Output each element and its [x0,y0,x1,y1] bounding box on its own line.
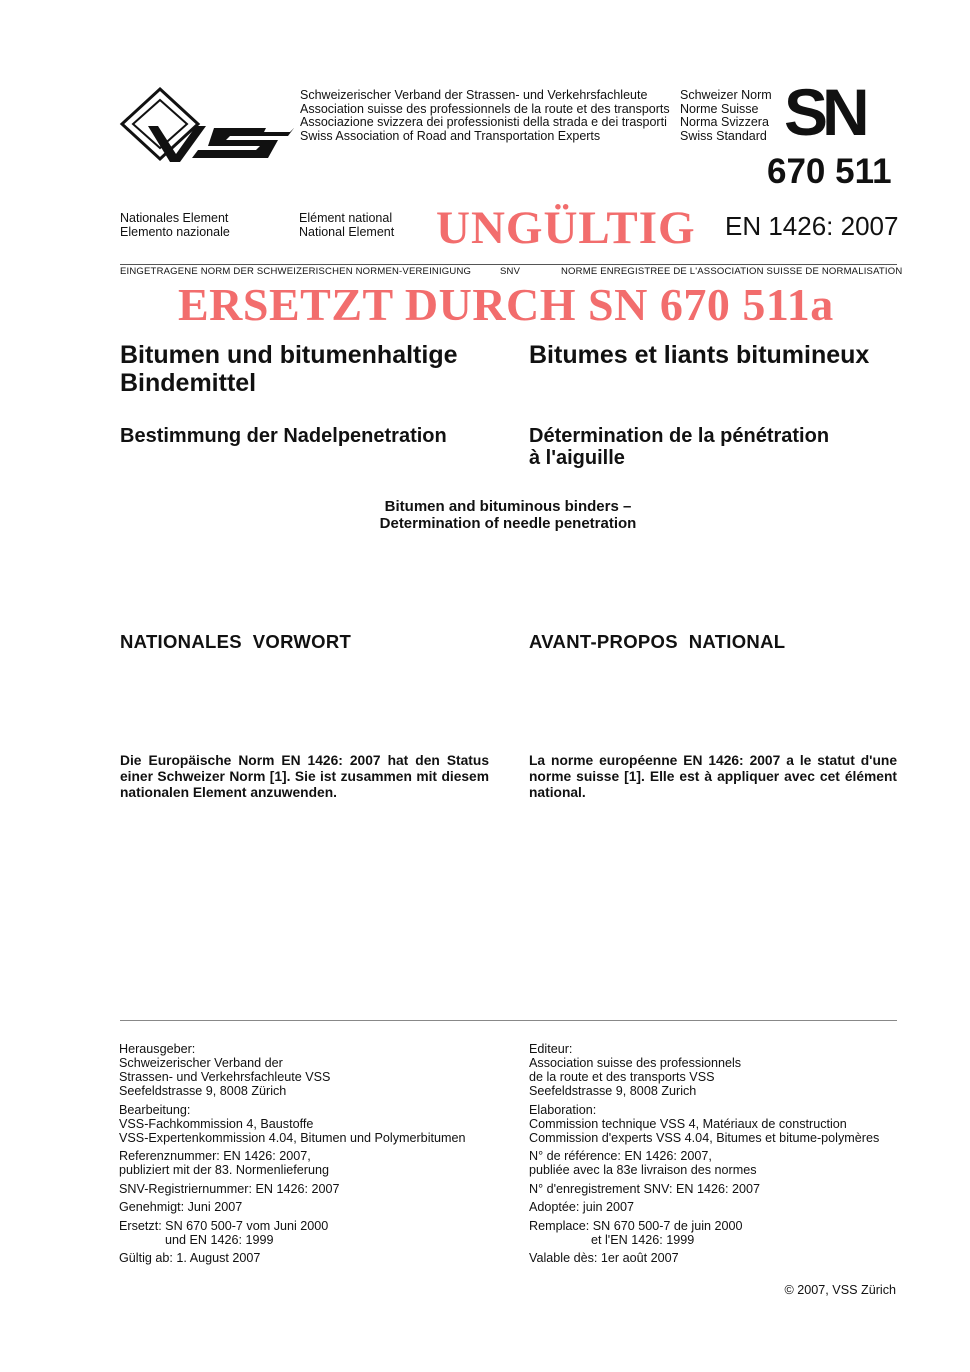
copyright: © 2007, VSS Zürich [784,1283,896,1297]
snv-number-fr: N° d'enregistrement SNV: EN 1426: 2007 [529,1181,760,1196]
registry-rule [120,264,897,265]
org-name-it: Associazione svizzera dei professionisti della strada e dei trasporti [300,115,667,129]
registry-snv: SNV [500,266,521,277]
foreword-title-de: NATIONALES VORWORT [120,631,352,652]
reference-de: Referenznummer: EN 1426: 2007, publiziert mit der 83. Normenlieferung [119,1149,329,1177]
publisher-fr: Editeur: Association suisse des professionnels de la route et des transports VSS Seefeldstrasse 9, 8008 Zurich [529,1042,742,1098]
org-name-fr: Association suisse des professionnels de la route et des transports [300,101,670,116]
valid-from-fr: Valable dès: 1er août 2007 [529,1251,679,1265]
replaces-de: Ersetzt: SN 670 500-7 vom Juni 2000 und EN 1426: 1999 [119,1218,329,1247]
sn-logo: SN [784,75,864,149]
approved-fr: Adoptée: juin 2007 [529,1200,635,1214]
national-element-fr-en: Elément national National Element [299,211,395,239]
footer-fr [529,1042,909,1270]
norm-type-it: Norma Svizzera [680,115,769,129]
organization-names [300,89,670,143]
national-element-de-it: Nationales Element Elemento nazionale [120,211,230,239]
norm-type-de: Schweizer Norm [680,88,772,102]
norm-type-fr: Norme Suisse [680,101,759,116]
org-name-en: Swiss Association of Road and Transportation Experts [300,128,601,143]
title-fr: Bitumes et liants bitumineux [529,341,870,369]
vss-logo [118,86,296,168]
foreword-text-de: Die Europäische Norm EN 1426: 2007 hat den Status einer Schweizer Norm [1]. Sie ist zusammen mit diesem nationalen Element anzuwenden. [120,753,489,800]
norm-type-en: Swiss Standard [680,128,767,143]
editing-de: Bearbeitung: VSS-Fachkommission 4, Baustoffe VSS-Expertenkommission 4.04, Bitumen und Polymerbitumen [119,1102,466,1145]
footer-rule [120,1020,897,1021]
org-name-de: Schweizerischer Verband der Strassen- und Verkehrsfachleute [300,88,648,102]
replaces-fr: Remplace: SN 670 500-7 de juin 2000 et l'EN 1426: 1999 [529,1218,743,1247]
snv-number-de: SNV-Registriernummer: EN 1426: 2007 [119,1181,340,1196]
stamp-invalid: UNGÜLTIG [436,202,696,254]
title-de: Bitumen und bitumenhaltige Bindemittel [120,341,458,397]
norm-number: 670 511 [767,152,892,191]
foreword-text-fr: La norme européenne EN 1426: 2007 a le statut d'une norme suisse [1]. Elle est à appliquer avec cet élément national. [529,753,897,800]
footer-de [119,1042,509,1270]
en-reference: EN 1426: 2007 [725,211,899,241]
title-en: Bitumen and bituminous binders – Determination of needle penetration [379,498,637,532]
norm-type-labels [680,89,772,143]
registry-de: EINGETRAGENE NORM DER SCHWEIZERISCHEN NORMEN-VEREINIGUNG [120,266,472,277]
editing-fr: Elaboration: Commission technique VSS 4, Matériaux de construction Commission d'experts VSS 4.04, Bitumes et bitume-polymères [529,1102,880,1145]
valid-from-de: Gültig ab: 1. August 2007 [119,1251,261,1265]
stamp-replaced: ERSETZT DURCH SN 670 511a [178,279,834,330]
registry-fr: NORME ENREGISTREE DE L'ASSOCIATION SUISSE DE NORMALISATION [561,266,903,277]
reference-fr: N° de référence: EN 1426: 2007, publiée avec la 83e livraison des normes [529,1149,757,1177]
subtitle-de: Bestimmung der Nadelpenetration [120,425,447,447]
approved-de: Genehmigt: Juni 2007 [119,1200,243,1214]
publisher-de: Herausgeber: Schweizerischer Verband der Strassen- und Verkehrsfachleute VSS Seefeldstrasse 9, 8008 Zürich [119,1042,331,1098]
subtitle-fr: Détermination de la pénétration à l'aiguille [529,425,830,469]
foreword-title-fr: AVANT-PROPOS NATIONAL [529,631,786,652]
